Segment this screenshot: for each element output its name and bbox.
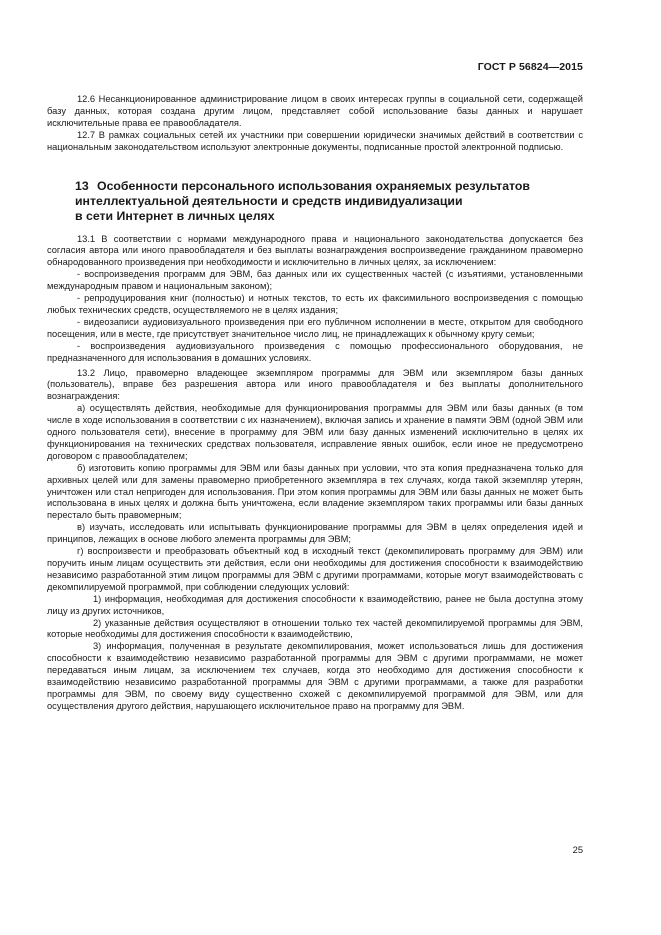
standard-header: ГОСТ Р 56824—2015 — [477, 61, 583, 73]
section-title-line-1: Особенности персонального использования охраняемых результатов — [97, 178, 530, 193]
section-title-line-3: в сети Интернет в личных целях — [75, 208, 275, 223]
section-number: 13 — [75, 178, 89, 193]
section-title-line-2: интеллектуальной деятельности и средств индивидуализации — [75, 193, 463, 208]
paragraph-13-2: 13.2 Лицо, правомерно владеющее экземпляром программы для ЭВМ или экземпляром базы данных (пользователь), вправе без разрешения автора или иного правообладателя и без выплаты дополнительного вознаграждения: — [47, 367, 583, 402]
list-item: - видеозаписи аудиовизуального произведения при его публичном исполнении в месте, открытом для свободного посещения, или в месте, где присутствует значительное число лиц, не принадлежащих к обычному кругу семьи; — [47, 316, 583, 339]
list-item: а) осуществлять действия, необходимые для функционирования программы для ЭВМ или базы данных (в том числе в ходе использования в соответствии с их назначением), включая запись и хранение в памяти ЭВМ (одной ЭВМ или одного пользователя сети), внесение в программу для ЭВМ или базу данных изменений исключительно в целях их функционирования на технических средствах пользователя, исправление явных ошибок, если иное не предусмотрено договором с правообладателем; — [47, 403, 583, 461]
list-item: г) воспроизвести и преобразовать объектный код в исходный текст (декомпилировать программу для ЭВМ) или поручить иным лицам осуществить эти действия, если они необходимы для достижения способности к взаимодействию независимо разработанной этим лицом программы для ЭВМ с другими программами, которые могут взаимодействовать с декомпилируемой программой, при соблюдении следующих условий: — [47, 546, 583, 592]
list-item: - репродуцирования книг (полностью) и нотных текстов, то есть их факсимильного воспроизведения с помощью любых технических средств, осуществляемого не в целях издания; — [47, 293, 583, 315]
condition-item: 1) информация, необходимая для достижения способности к взаимодействию, ранее не была доступна этому лицу из других источников, — [47, 593, 583, 616]
list-item: - воспроизведения аудиовизуального произведения с помощью профессионального оборудования, не предназначенного для использования в домашних условиях. — [47, 340, 583, 363]
list-item: б) изготовить копию программы для ЭВМ или базы данных при условии, что эта копия предназначена только для архивных целей или для замены правомерно приобретенного экземпляра в тех случаях, когда такой экземпляр утерян, уничтожен или стал непригоден для использования. При этом копия программы для ЭВМ или базы данных не может быть использована в иных целях и должна быть уничтожена, если владение экземпляром таких программы или базы данных перестало быть правомерным; — [47, 462, 583, 521]
list-item: в) изучать, исследовать или испытывать функционирование программы для ЭВМ в целях определения идей и принципов, лежащих в основе любого элемента программы для ЭВМ; — [47, 522, 583, 545]
condition-item: 3) информация, полученная в результате декомпилирования, может использоваться лишь для достижения способности к взаимодействию независимо разработанной программы для ЭВМ с другими программами, не может передаваться иным лицам, за исключением тех случаев, когда это необходимо для достижения способности к взаимодействию независимо разработанной программы для ЭВМ с другими программами, а также для разработки программы для ЭВМ, по своему виду существенно схожей с декомпилируемой программой для ЭВМ, или для осуществления другого действия, нарушающего исключительное право на программу для ЭВМ. — [47, 641, 583, 711]
list-item: - воспроизведения программ для ЭВМ, баз данных или их существенных частей (с изъятиями, установленными международным правом и национальным законом); — [47, 269, 583, 292]
page-number: 25 — [572, 845, 583, 855]
condition-item: 2) указанные действия осуществляют в отношении только тех частей декомпилируемой программы для ЭВМ, которые необходимы для достижения способности к взаимодействию, — [47, 617, 583, 640]
paragraph-12-6: 12.6 Несанкционированное администрирование лицом в своих интересах группы в социальной сети, содержащей базу данных, которая создана другим лицом, представляет собой использование базы данных и нарушает исключительные права ее правообладателя. — [47, 94, 583, 128]
section-heading — [75, 179, 583, 224]
paragraph-13-1: 13.1 В соответствии с нормами международного права и национального законодательства допускается без согласия автора или иного правообладателя и без выплаты вознаграждения воспроизведение гражданином правомерно обнародованного произведения при необходимости и исключительно в личных целях, за исключением: — [47, 233, 583, 268]
document-body — [47, 94, 583, 713]
paragraph-12-7: 12.7 В рамках социальных сетей их участники при совершении юридически значимых действий в соответствии с национальным законодательством используют электронные документы, подписанные простой электронной подписью. — [47, 129, 583, 152]
